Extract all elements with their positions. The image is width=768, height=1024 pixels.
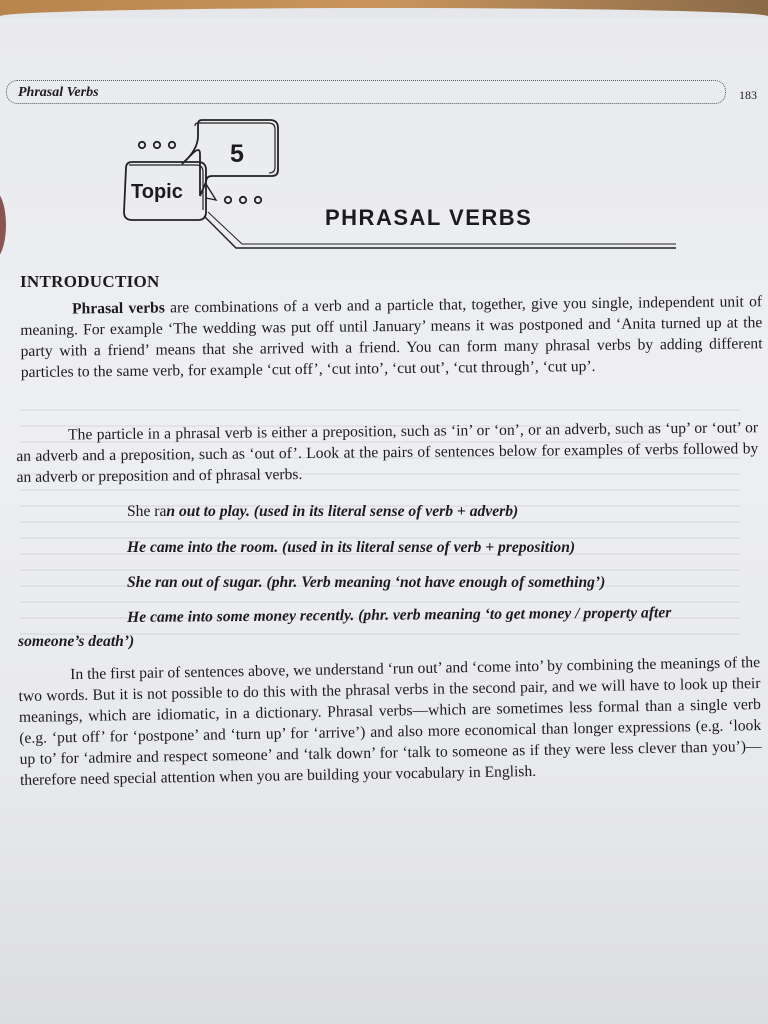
topic-label: Topic xyxy=(131,181,183,203)
intro-paragraph-2-text: The particle in a phrasal verb is either a preposition, such as ‘in’ or ‘on’, or an adverb, such as ‘up’ or ‘out’ or an adverb and a preposition, such as ‘out of’. Look at the pairs of sentences below for examples of verbs followed by an adverb or preposition and of phrasal verbs. xyxy=(16,419,759,486)
chapter-title: PHRASAL VERBS xyxy=(325,205,533,230)
intro-paragraph-1-text: are combinations of a verb and a particle that, together, give you single, independent unit of meaning. For example ‘The wedding was put off until January’ means it was postponed and ‘Anita turned up at the party with a friend’ means that she arrived with a friend. You can form many phrasal verbs by adding different particles to the same verb, for example ‘cut off’, ‘cut into’, ‘cut out’, ‘cut through’, ‘cut up’. xyxy=(20,293,763,381)
dot-icon xyxy=(139,142,145,148)
topic-number: 5 xyxy=(230,140,244,168)
finger-shadow xyxy=(0,190,6,260)
page-top-edge xyxy=(0,0,768,18)
example-1-plain: She ra xyxy=(127,503,167,520)
example-1-emphasis: n out to play. (used in its literal sense of verb + adverb) xyxy=(166,503,519,520)
dot-icon xyxy=(169,142,175,148)
dot-icon xyxy=(225,197,231,203)
example-sentence-3: She ran out of sugar. (phr. Verb meaning ‘not have enough of something’) xyxy=(127,574,606,591)
section-heading: INTRODUCTION xyxy=(20,272,160,291)
topic-speech-bubble-graphic xyxy=(112,114,692,264)
example-sentence-4: He came into some money recently. (phr. verb meaning ‘to get money / property after xyxy=(127,604,672,626)
term-phrasal-verbs: Phrasal verbs xyxy=(72,299,165,318)
page-number: 183 xyxy=(739,88,757,102)
dot-icon xyxy=(154,142,160,148)
dot-icon xyxy=(255,197,261,203)
running-head-title: Phrasal Verbs xyxy=(18,85,99,100)
dot-icon xyxy=(240,197,246,203)
intro-paragraph-3 xyxy=(18,652,762,791)
intro-paragraph-2 xyxy=(16,417,759,488)
intro-paragraph-1 xyxy=(20,291,763,383)
example-sentence-4-continued: someone’s death’) xyxy=(18,633,135,650)
example-sentence-1 xyxy=(127,502,518,522)
running-head-frame xyxy=(6,80,726,104)
intro-paragraph-3-text: In the first pair of sentences above, we understand ‘run out’ and ‘come into’ by combining the meanings of the two words. But it is not possible to do this with the phrasal verbs in the second pair, and we will have to look up their meanings, which are idiomatic, in a dictionary. Phrasal verbs—which are sometimes less formal than a single verb (e.g. ‘put off’ for ‘postpone’ and ‘turn up’ for ‘arrive’) and also more economical than longer expressions (e.g. ‘look up to’ for ‘admire and respect someone’ and ‘talk down’ for ‘talk to someone as if they were less clever than you’)—therefore need special attention when you are building your vocabulary in English. xyxy=(18,654,762,789)
example-sentence-2: He came into the room. (used in its literal sense of verb + preposition) xyxy=(127,539,576,556)
